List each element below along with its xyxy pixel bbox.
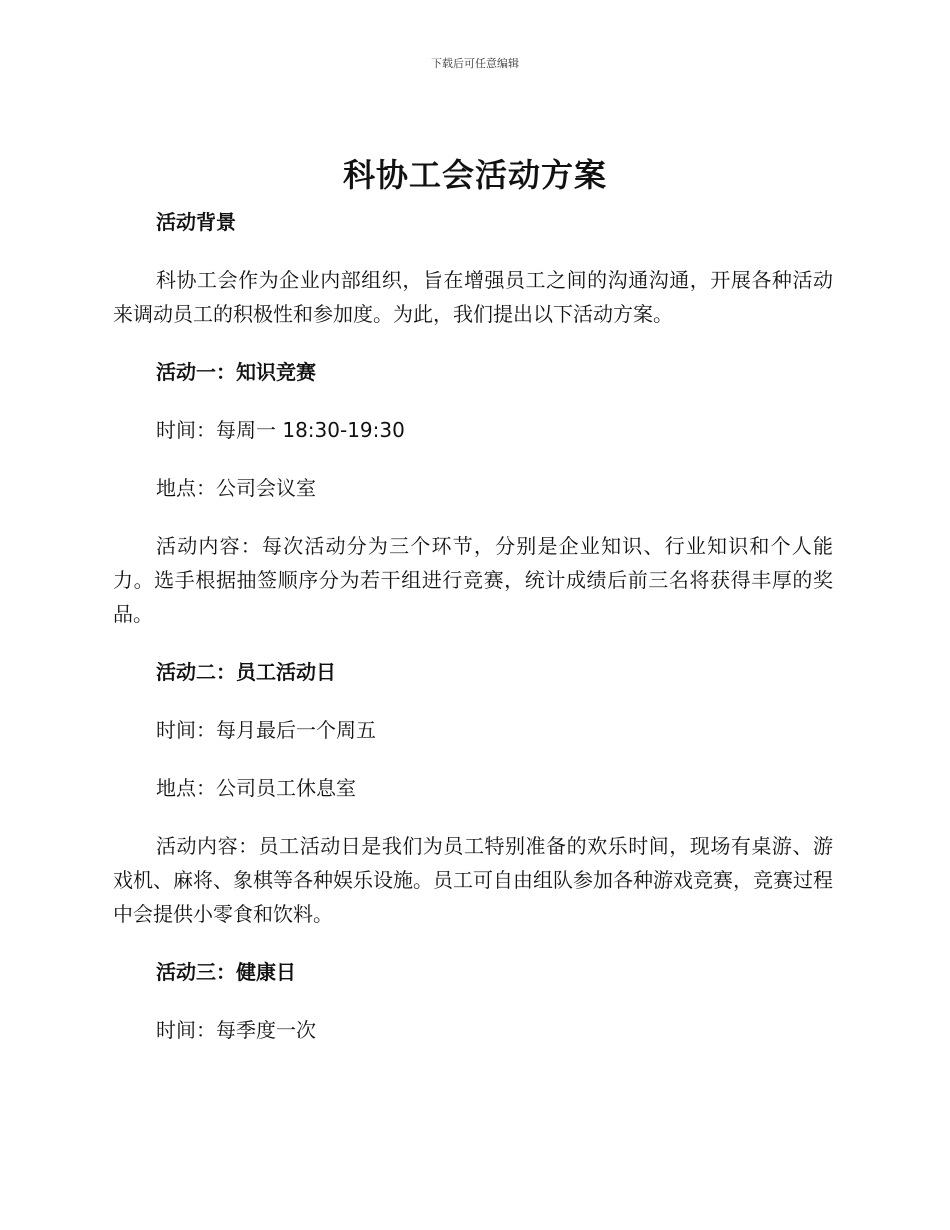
section-heading-background: 活动背景: [156, 210, 236, 234]
header-note: 下载后可任意编辑: [431, 57, 519, 70]
activity2-content: 活动内容：员工活动日是我们为员工特别准备的欢乐时间，现场有桌游、游戏机、麻将、象棋等各种娱乐设施。员工可自由组队参加各种游戏竞赛，竞赛过程中会提供小零食和饮料。: [113, 834, 833, 926]
activity1-time: 时间：每周一 18:30-19:30: [156, 418, 405, 442]
activity3-time: 时间：每季度一次: [156, 1018, 316, 1042]
activity1-content: 活动内容：每次活动分为三个环节，分别是企业知识、行业知识和个人能力。选手根据抽签顺序分为若干组进行竞赛，统计成绩后前三名将获得丰厚的奖品。: [113, 534, 833, 626]
document-title: 科协工会活动方案: [342, 156, 607, 194]
document-body: [113, 205, 833, 1047]
section-heading-activity3: 活动三：健康日: [156, 960, 296, 984]
activity2-time: 时间：每月最后一个周五: [156, 718, 376, 742]
section-heading-activity1: 活动一：知识竞赛: [156, 360, 316, 384]
background-paragraph: 科协工会作为企业内部组织，旨在增强员工之间的沟通沟通，开展各种活动来调动员工的积极性和参加度。为此，我们提出以下活动方案。: [113, 268, 833, 326]
activity1-place: 地点：公司会议室: [156, 476, 316, 500]
section-heading-activity2: 活动二：员工活动日: [156, 660, 336, 684]
activity2-place: 地点：公司员工休息室: [156, 776, 356, 800]
